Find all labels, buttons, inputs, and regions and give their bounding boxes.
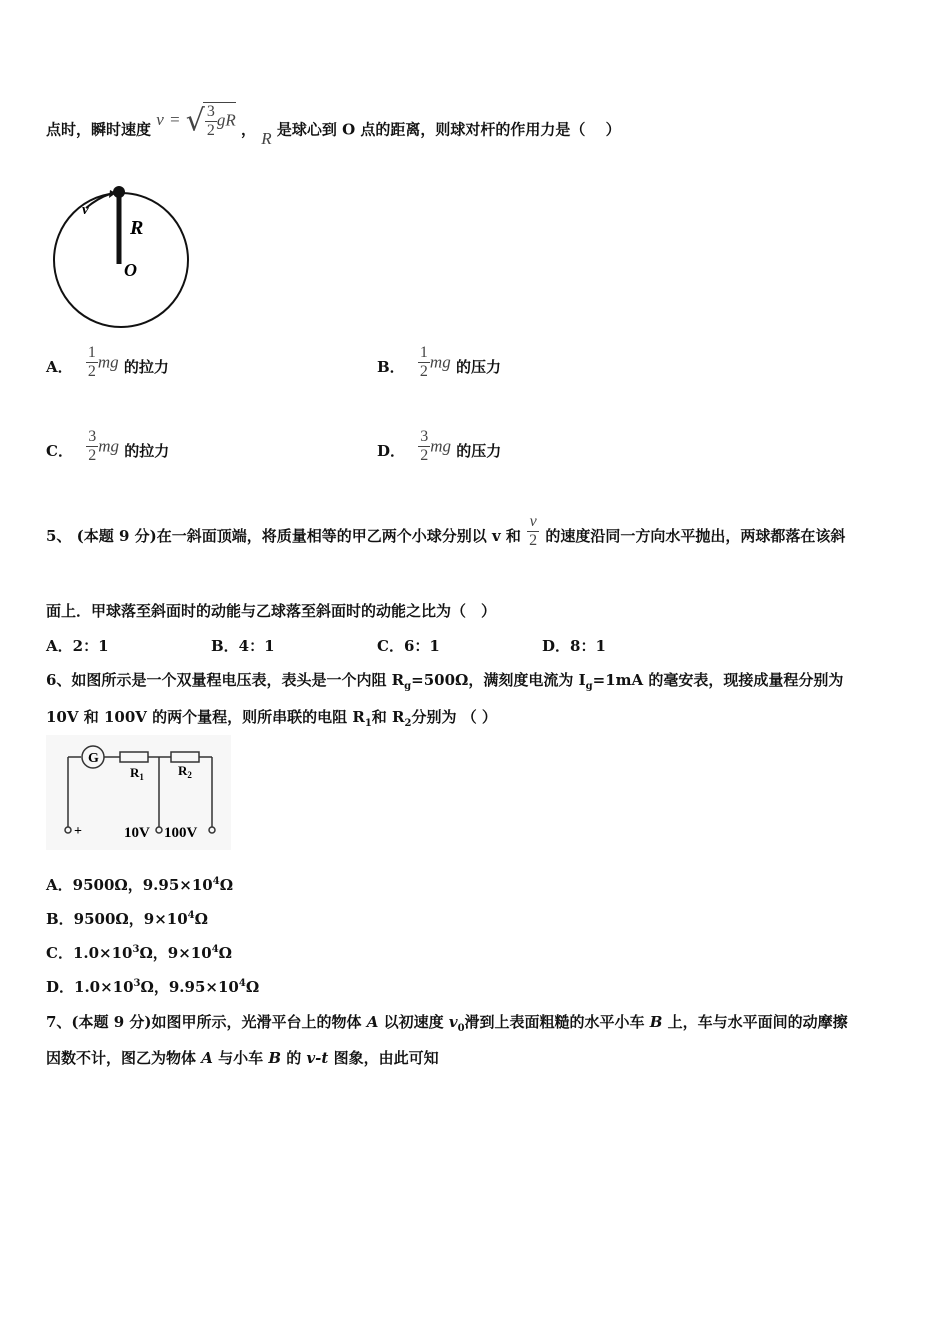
q5-stem-line2: 面上．甲球落至斜面时的动能与乙球落至斜面时的动能之比为（ ） <box>46 602 497 620</box>
q4-option-b[interactable]: B． $\frac{1}{2}$ mg 的压力 <box>377 344 501 380</box>
q6-option-a[interactable]: A．9500Ω，$9.95\times 10^4\Omega$ <box>46 876 234 894</box>
voltmeter-circuit <box>46 735 231 850</box>
figure-o-label: O <box>124 260 137 280</box>
q5-option-a[interactable]: A．2：1 <box>46 637 109 655</box>
q7-stem-line1: 7、(本题 9 分)如图甲所示，光滑平台上的物体 A 以初速度 $v_0$滑到上表面粗糙的水平小车 B 上，车与水平面间的动摩擦 <box>46 1013 848 1034</box>
r1-label: R <box>130 765 140 780</box>
label-100v: 100V <box>164 825 198 841</box>
q6-option-c[interactable]: C．$1.0\times 10^3\Omega$，$9\times 10^4\Omega$ <box>46 944 233 962</box>
q6-option-d[interactable]: D．$1.0\times 10^3\Omega$，$9.95\times 10^4\Omega$ <box>46 978 260 996</box>
q6-option-b[interactable]: B．9500Ω，$9\times 10^4\Omega$ <box>46 910 208 928</box>
q6-stem-line2: 10V 和 100V 的两个量程，则所串联的电阻 $R_1$和 $R_2$分别为 （ ） <box>46 708 497 729</box>
velocity-formula: v = √ $\frac{3}{2}$ gR <box>156 103 236 139</box>
galvanometer-label: G <box>88 751 99 766</box>
q4-option-c[interactable]: C． $\frac{3}{2}$ mg 的拉力 <box>46 428 170 464</box>
radius-symbol: R <box>261 129 272 148</box>
r2-label: R <box>178 763 188 778</box>
ball <box>113 186 125 198</box>
circle-rod-figure <box>46 180 196 330</box>
q4-option-a[interactable]: A． $\frac{1}{2}$ mg 的拉力 <box>46 344 169 380</box>
sqrt-body: $\frac{3}{2}$ gR <box>203 102 236 140</box>
label-10v: 10V <box>124 825 150 841</box>
q4-prefix: 点时，瞬时速度 <box>46 120 152 139</box>
q5-stem-line1: 5、 (本题 9 分)在一斜面顶端，将质量相等的甲乙两个小球分别以 v 和 $\frac{v}{2}$ 的速度沿同一方向水平抛出，两球都落在该斜 <box>46 513 846 549</box>
q5-option-c[interactable]: C．6：1 <box>377 637 440 655</box>
q5-option-b[interactable]: B．4：1 <box>211 637 275 655</box>
r2-sub: 2 <box>187 770 192 780</box>
q4-text: 是球心到 O 点的距离，则球对杆的作用力是（ ） <box>276 120 621 139</box>
q4-stem: 点时，瞬时速度 v = √ $\frac{3}{2}$ gR ， R 是球心到 O 点的距离，则球对杆的作用力是（ ） <box>46 103 621 148</box>
r1-sub: 1 <box>139 772 144 782</box>
sqrt-sign: √ <box>185 103 205 139</box>
q7-stem-line2: 因数不计，图乙为物体 A 与小车 B 的 v-t 图象，由此可知 <box>46 1049 439 1067</box>
figure-v-label: v <box>82 202 89 218</box>
q6-stem-line1: 6、如图所示是一个双量程电压表，表头是一个内阻 $R_g=500\Omega$，满刻度电流为 $I_g=1mA$ 的毫安表，现接成量程分别为 <box>46 671 844 692</box>
plus-label: + <box>74 824 82 839</box>
figure-r-label: R <box>130 217 144 239</box>
q4-option-d[interactable]: D． $\frac{3}{2}$ mg 的压力 <box>377 428 502 464</box>
q5-option-d[interactable]: D．8：1 <box>542 637 606 655</box>
